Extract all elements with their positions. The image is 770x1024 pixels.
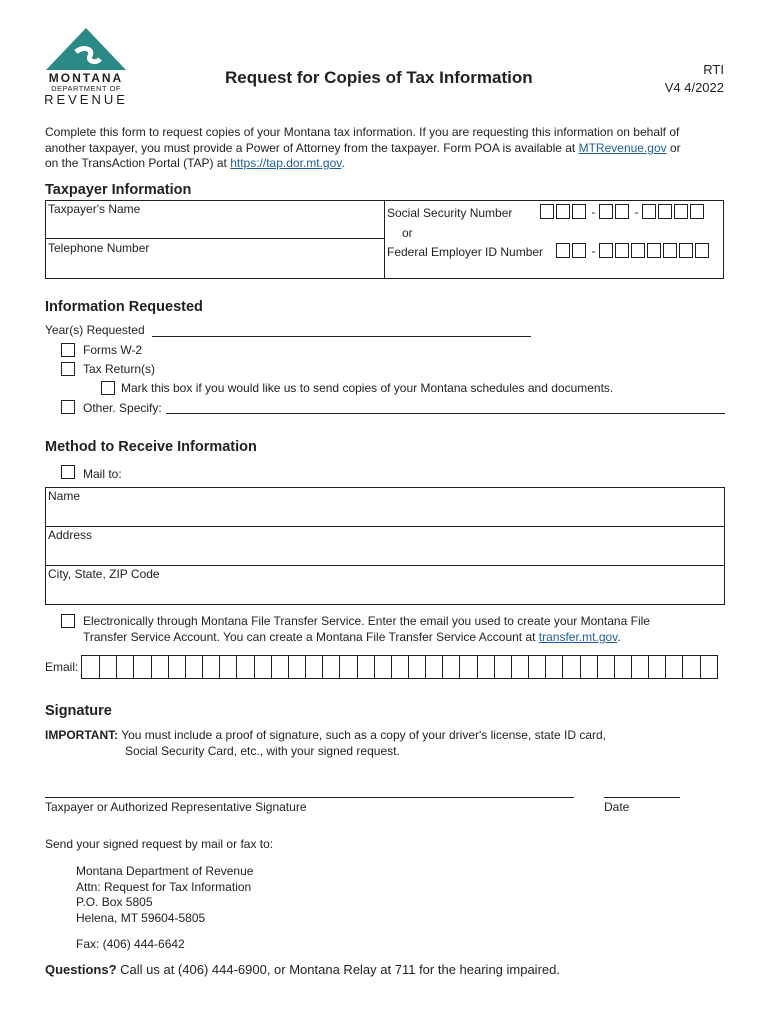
taxpayer-heading: Taxpayer Information [45, 182, 192, 198]
mail-divider-2 [45, 565, 725, 566]
tax-returns-checkbox[interactable] [61, 362, 75, 376]
date-label: Date [604, 800, 630, 814]
mail-city-input[interactable] [46, 582, 723, 604]
years-label: Year(s) Requested [45, 323, 145, 337]
fein-input[interactable]: - [556, 243, 711, 258]
mailing-line-4: Helena, MT 59604-5805 [76, 910, 206, 925]
send-intro: Send your signed request by mail or fax to: [45, 837, 274, 851]
email-input[interactable] [81, 655, 718, 679]
taxpayer-divider-h [45, 238, 385, 239]
intro-line-1: Complete this form to request copies of your Montana tax information. If you are requesting this information on behalf of [45, 125, 680, 139]
ssn-label: Social Security Number [387, 206, 513, 220]
important-note [45, 727, 725, 759]
questions-bold: Questions? [45, 962, 117, 977]
taxpayer-name-input[interactable] [46, 216, 383, 237]
logo-department: DEPARTMENT OF [51, 84, 121, 93]
electronic-checkbox[interactable] [61, 614, 75, 628]
mailing-line-2: Attn: Request for Tax Information [76, 879, 252, 894]
signature-label: Taxpayer or Authorized Representative Signature [45, 800, 307, 814]
questions-text: Call us at (406) 444-6900, or Montana Relay at 711 for the hearing impaired. [116, 962, 560, 977]
w2-checkbox[interactable] [61, 343, 75, 357]
mail-label: Mail to: [83, 467, 122, 481]
intro-line-3: on the TransAction Portal (TAP) at https://tap.dor.mt.gov. [45, 156, 345, 170]
important-line-1: IMPORTANT: You must include a proof of signature, such as a copy of your driver's license, state ID card, [45, 728, 606, 742]
other-checkbox[interactable] [61, 400, 75, 414]
form-code: RTI [703, 62, 724, 77]
form-title: Request for Copies of Tax Information [225, 68, 533, 87]
electronic-line-2: Transfer Service Account. You can create a Montana File Transfer Service Account at transfer.mt.gov. [83, 629, 621, 644]
date-input[interactable] [604, 797, 680, 798]
signature-heading: Signature [45, 703, 112, 719]
electronic-text [83, 614, 723, 645]
transfer-link[interactable]: transfer.mt.gov [538, 629, 618, 644]
mail-address-input[interactable] [46, 543, 723, 564]
w2-label: Forms W-2 [83, 343, 143, 357]
or-label: or [402, 226, 413, 240]
telephone-label: Telephone Number [48, 241, 150, 255]
fein-label: Federal Employer ID Number [387, 245, 544, 259]
years-input[interactable] [152, 336, 531, 337]
schedules-label: Mark this box if you would like us to send copies of your Montana schedules and documents. [121, 381, 614, 395]
questions-line [45, 962, 560, 977]
ssn-input[interactable]: - - [540, 204, 706, 219]
signature-input[interactable] [45, 797, 574, 798]
mail-checkbox[interactable] [61, 465, 75, 479]
info-heading: Information Requested [45, 299, 203, 315]
email-label: Email: [45, 660, 79, 674]
mtrevenue-link[interactable]: MTRevenue.gov [578, 140, 667, 155]
dor-logo [40, 26, 132, 108]
mailing-line-3: P.O. Box 5805 [76, 895, 153, 909]
mail-city-label: City, State, ZIP Code [48, 567, 160, 581]
intro-line-2: another taxpayer, you must provide a Power of Attorney from the taxpayer. Form POA is available at MTRevenue.gov or [45, 140, 681, 155]
logo-montana: MONTANA [48, 71, 124, 85]
tap-link[interactable]: https://tap.dor.mt.gov [230, 156, 342, 170]
mail-address-label: Address [48, 528, 93, 542]
mail-name-input[interactable] [46, 504, 723, 525]
other-label: Other. Specify: [83, 401, 162, 415]
taxpayer-divider-v [384, 200, 385, 279]
fax-number: Fax: (406) 444-6642 [76, 937, 185, 951]
schedules-checkbox[interactable] [101, 381, 115, 395]
mailing-address [76, 864, 253, 926]
telephone-input[interactable] [46, 255, 383, 278]
mail-divider-1 [45, 526, 725, 527]
mountain-logo-icon [40, 26, 132, 72]
important-line-2: Social Security Card, etc., with your signed request. [125, 744, 400, 758]
taxpayer-name-label: Taxpayer's Name [48, 202, 141, 216]
intro-paragraph [45, 125, 735, 172]
method-heading: Method to Receive Information [45, 439, 257, 455]
electronic-line-1: Electronically through Montana File Transfer Service. Enter the email you used to create your Montana File [83, 614, 650, 628]
mail-name-label: Name [48, 489, 81, 503]
other-specify-input[interactable] [166, 413, 725, 414]
mailing-line-1: Montana Department of Revenue [76, 864, 254, 878]
logo-revenue: REVENUE [44, 92, 128, 107]
tax-returns-label: Tax Return(s) [83, 362, 156, 376]
form-version: V4 4/2022 [664, 80, 724, 95]
